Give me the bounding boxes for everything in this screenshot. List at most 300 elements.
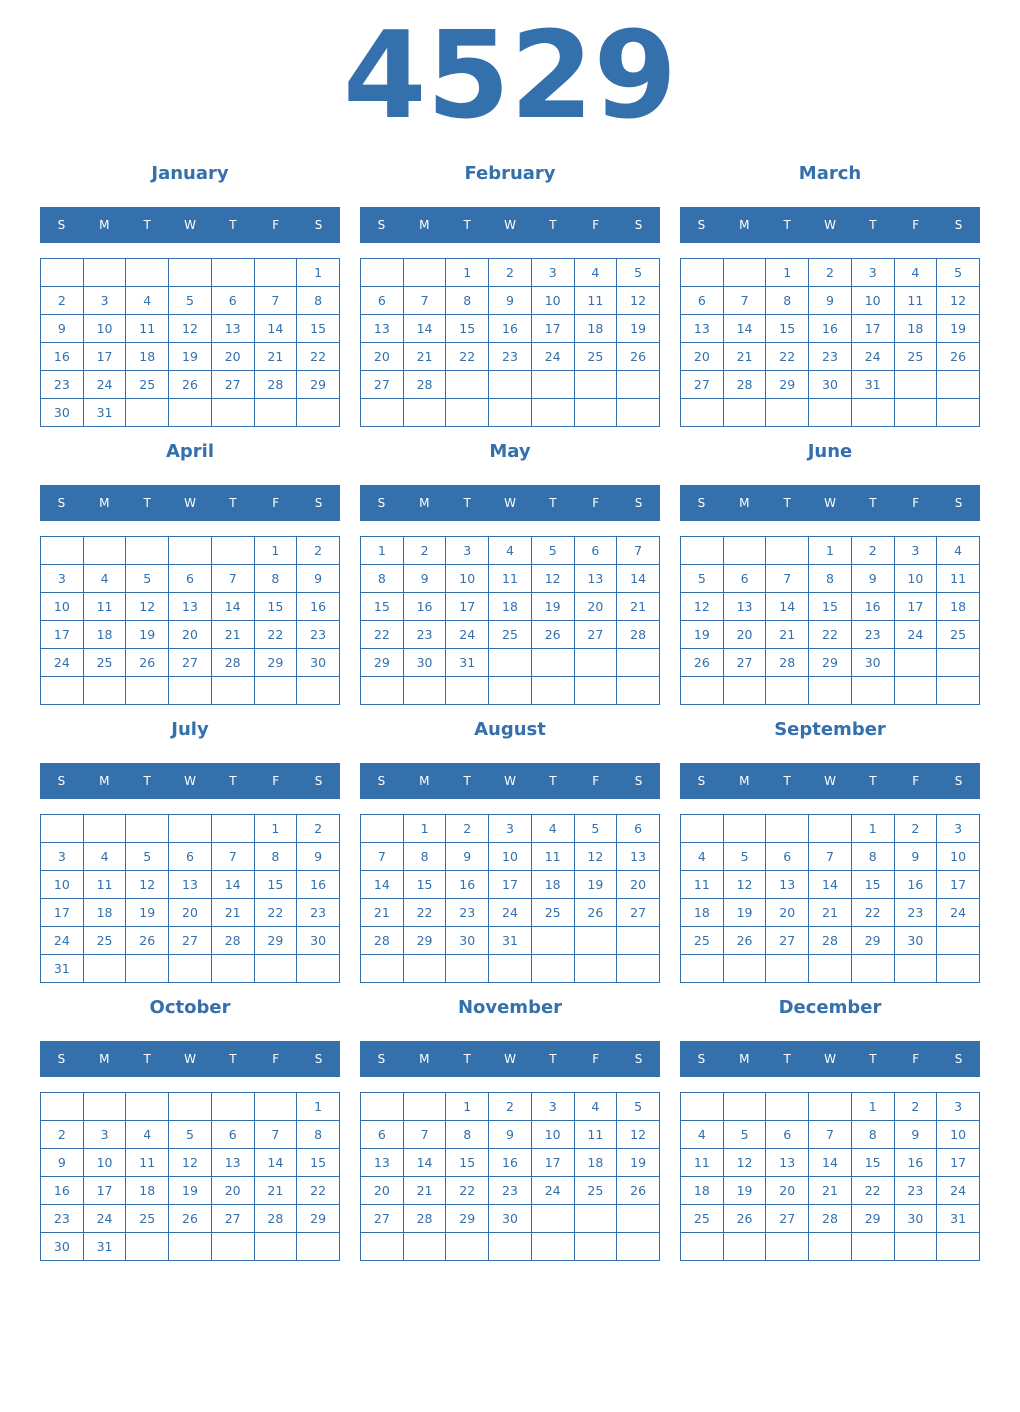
- day-cell: 13: [169, 593, 212, 621]
- day-cell: 25: [681, 1205, 724, 1233]
- day-cell: [851, 1233, 894, 1261]
- day-cell: 5: [169, 1121, 212, 1149]
- day-cell: 25: [83, 649, 126, 677]
- day-cell: [403, 1233, 446, 1261]
- weekday-label: T: [229, 774, 237, 788]
- day-cell: 17: [531, 1149, 574, 1177]
- day-cell: [361, 677, 404, 705]
- day-cell: 17: [531, 315, 574, 343]
- day-cell: [254, 955, 297, 983]
- day-cell: 20: [574, 593, 617, 621]
- day-cell: 17: [83, 1177, 126, 1205]
- day-cell: 9: [894, 1121, 937, 1149]
- day-cell: [723, 677, 766, 705]
- day-cell: [403, 1093, 446, 1121]
- weekday-label: T: [463, 496, 471, 510]
- day-cell: [446, 1233, 489, 1261]
- weekday-header: [360, 207, 660, 243]
- day-cell: 14: [766, 593, 809, 621]
- day-cell: 28: [211, 649, 254, 677]
- day-cell: [617, 955, 660, 983]
- day-cell: 11: [83, 871, 126, 899]
- weekday-label: S: [697, 774, 706, 788]
- weekday-label: T: [869, 1052, 877, 1066]
- day-grid: [40, 258, 340, 427]
- week-row: [361, 593, 660, 621]
- day-cell: 3: [531, 1093, 574, 1121]
- weekday-label: S: [314, 496, 323, 510]
- day-cell: 5: [617, 259, 660, 287]
- day-cell: [574, 927, 617, 955]
- day-cell: [531, 927, 574, 955]
- day-cell: 1: [297, 259, 340, 287]
- day-cell: 1: [297, 1093, 340, 1121]
- week-row: [41, 1093, 340, 1121]
- day-grid: [360, 258, 660, 427]
- weekday-header: [40, 763, 340, 799]
- day-cell: [41, 537, 84, 565]
- day-cell: 9: [489, 287, 532, 315]
- day-cell: [41, 677, 84, 705]
- day-cell: 24: [851, 343, 894, 371]
- day-cell: 24: [41, 649, 84, 677]
- day-cell: [531, 955, 574, 983]
- day-cell: 7: [723, 287, 766, 315]
- day-cell: 13: [574, 565, 617, 593]
- day-cell: 10: [83, 315, 126, 343]
- day-grid: [360, 814, 660, 983]
- week-row: [361, 259, 660, 287]
- day-cell: 19: [126, 621, 169, 649]
- day-cell: 21: [403, 343, 446, 371]
- week-row: [681, 1177, 980, 1205]
- day-cell: 7: [361, 843, 404, 871]
- day-cell: [211, 815, 254, 843]
- weekday-label: T: [229, 1052, 237, 1066]
- day-cell: 12: [126, 593, 169, 621]
- day-cell: [211, 537, 254, 565]
- week-row: [361, 649, 660, 677]
- day-cell: 13: [681, 315, 724, 343]
- day-cell: [297, 399, 340, 427]
- weekday-label: F: [592, 496, 600, 510]
- month-name: October: [149, 997, 231, 1018]
- day-cell: [126, 537, 169, 565]
- day-cell: 24: [41, 927, 84, 955]
- day-cell: 2: [41, 1121, 84, 1149]
- day-cell: 27: [211, 1205, 254, 1233]
- day-cell: [446, 399, 489, 427]
- day-cell: [254, 399, 297, 427]
- weekday-label: T: [783, 1052, 791, 1066]
- day-cell: [937, 649, 980, 677]
- week-row: [361, 315, 660, 343]
- day-cell: [766, 399, 809, 427]
- day-cell: [489, 371, 532, 399]
- day-cell: 2: [894, 1093, 937, 1121]
- day-cell: 23: [403, 621, 446, 649]
- day-cell: 6: [617, 815, 660, 843]
- day-cell: 29: [851, 927, 894, 955]
- day-cell: 7: [766, 565, 809, 593]
- day-cell: 13: [211, 1149, 254, 1177]
- day-cell: 20: [169, 621, 212, 649]
- day-cell: 4: [574, 259, 617, 287]
- weekday-label: S: [314, 1052, 323, 1066]
- day-cell: 15: [403, 871, 446, 899]
- day-cell: 23: [446, 899, 489, 927]
- day-cell: 21: [254, 343, 297, 371]
- week-row: [41, 649, 340, 677]
- weekday-label: S: [697, 218, 706, 232]
- day-cell: 11: [574, 1121, 617, 1149]
- day-cell: 19: [617, 315, 660, 343]
- week-row: [41, 899, 340, 927]
- day-cell: 22: [254, 621, 297, 649]
- weekday-header: [40, 485, 340, 521]
- day-cell: 11: [531, 843, 574, 871]
- day-cell: 16: [41, 1177, 84, 1205]
- week-row: [361, 1121, 660, 1149]
- day-cell: [809, 815, 852, 843]
- day-cell: 20: [681, 343, 724, 371]
- day-cell: [894, 649, 937, 677]
- day-cell: [531, 649, 574, 677]
- day-cell: 27: [617, 899, 660, 927]
- weekday-label: S: [377, 774, 386, 788]
- day-cell: 16: [809, 315, 852, 343]
- weekday-label: S: [954, 1052, 963, 1066]
- day-cell: 14: [211, 871, 254, 899]
- day-cell: 24: [937, 1177, 980, 1205]
- week-row: [681, 1093, 980, 1121]
- day-cell: [617, 1205, 660, 1233]
- day-cell: [126, 955, 169, 983]
- day-cell: [574, 649, 617, 677]
- day-cell: 27: [361, 371, 404, 399]
- day-cell: 13: [617, 843, 660, 871]
- day-cell: 22: [297, 1177, 340, 1205]
- day-cell: 9: [41, 1149, 84, 1177]
- day-cell: 8: [254, 843, 297, 871]
- weekday-header: [360, 1041, 660, 1077]
- day-cell: 19: [723, 1177, 766, 1205]
- day-cell: 19: [169, 1177, 212, 1205]
- week-row: [681, 649, 980, 677]
- day-cell: [169, 1233, 212, 1261]
- day-cell: 27: [574, 621, 617, 649]
- day-cell: 1: [254, 537, 297, 565]
- weekday-label: S: [954, 218, 963, 232]
- day-cell: 25: [681, 927, 724, 955]
- week-row: [361, 871, 660, 899]
- day-cell: 4: [126, 287, 169, 315]
- day-cell: [254, 1233, 297, 1261]
- day-cell: 26: [169, 1205, 212, 1233]
- day-cell: 8: [446, 1121, 489, 1149]
- day-cell: 30: [851, 649, 894, 677]
- day-cell: 28: [254, 1205, 297, 1233]
- weekday-label: S: [697, 1052, 706, 1066]
- day-cell: 18: [83, 621, 126, 649]
- day-cell: [894, 371, 937, 399]
- day-cell: 20: [361, 343, 404, 371]
- day-cell: [809, 1093, 852, 1121]
- weekday-label: S: [634, 496, 643, 510]
- day-cell: 9: [489, 1121, 532, 1149]
- day-cell: 31: [83, 399, 126, 427]
- day-cell: 6: [211, 287, 254, 315]
- day-cell: 13: [723, 593, 766, 621]
- week-row: [41, 315, 340, 343]
- day-cell: [894, 399, 937, 427]
- weekday-label: S: [314, 218, 323, 232]
- day-cell: [489, 649, 532, 677]
- day-cell: 12: [617, 287, 660, 315]
- day-cell: [41, 259, 84, 287]
- day-cell: 8: [297, 1121, 340, 1149]
- day-cell: [937, 677, 980, 705]
- day-cell: 29: [254, 927, 297, 955]
- day-cell: 10: [851, 287, 894, 315]
- day-cell: 23: [851, 621, 894, 649]
- month-name: June: [807, 441, 853, 462]
- day-cell: 15: [809, 593, 852, 621]
- day-cell: 31: [446, 649, 489, 677]
- day-cell: 26: [723, 927, 766, 955]
- weekday-header: [680, 1041, 980, 1077]
- week-row: [361, 343, 660, 371]
- day-cell: 29: [851, 1205, 894, 1233]
- day-cell: 23: [894, 1177, 937, 1205]
- day-cell: 7: [403, 1121, 446, 1149]
- day-cell: 30: [894, 1205, 937, 1233]
- day-cell: 26: [723, 1205, 766, 1233]
- day-cell: 6: [169, 565, 212, 593]
- day-cell: [574, 1205, 617, 1233]
- day-cell: 23: [489, 1177, 532, 1205]
- week-row: [41, 927, 340, 955]
- day-cell: [617, 649, 660, 677]
- day-cell: 11: [83, 593, 126, 621]
- day-cell: 3: [83, 1121, 126, 1149]
- day-cell: [446, 371, 489, 399]
- day-cell: 19: [126, 899, 169, 927]
- day-cell: 29: [766, 371, 809, 399]
- day-cell: 13: [211, 315, 254, 343]
- day-cell: 19: [937, 315, 980, 343]
- week-row: [681, 259, 980, 287]
- day-cell: [766, 537, 809, 565]
- week-row: [681, 677, 980, 705]
- day-cell: [574, 677, 617, 705]
- day-cell: 27: [211, 371, 254, 399]
- day-cell: 14: [723, 315, 766, 343]
- weekday-label: F: [912, 496, 920, 510]
- day-cell: [681, 259, 724, 287]
- day-cell: 29: [254, 649, 297, 677]
- day-cell: [83, 955, 126, 983]
- day-cell: 17: [446, 593, 489, 621]
- day-cell: 17: [851, 315, 894, 343]
- day-cell: 16: [851, 593, 894, 621]
- day-cell: 15: [446, 1149, 489, 1177]
- day-cell: [211, 1093, 254, 1121]
- week-row: [361, 927, 660, 955]
- day-cell: 5: [937, 259, 980, 287]
- day-cell: 8: [446, 287, 489, 315]
- day-cell: [254, 259, 297, 287]
- weekday-label: T: [783, 218, 791, 232]
- day-cell: 4: [681, 843, 724, 871]
- day-cell: [41, 815, 84, 843]
- day-cell: 10: [894, 565, 937, 593]
- day-cell: [169, 815, 212, 843]
- weekday-label: F: [592, 1052, 600, 1066]
- day-cell: 12: [531, 565, 574, 593]
- day-cell: 17: [489, 871, 532, 899]
- day-cell: 30: [403, 649, 446, 677]
- weekday-label: W: [504, 218, 516, 232]
- day-cell: 19: [681, 621, 724, 649]
- day-cell: [851, 677, 894, 705]
- day-cell: 2: [851, 537, 894, 565]
- day-cell: 29: [361, 649, 404, 677]
- day-cell: 27: [169, 927, 212, 955]
- weekday-label: M: [419, 774, 430, 788]
- week-row: [41, 815, 340, 843]
- week-row: [361, 537, 660, 565]
- day-cell: 5: [723, 1121, 766, 1149]
- weekday-label: S: [634, 1052, 643, 1066]
- day-cell: 24: [531, 1177, 574, 1205]
- day-cell: 22: [403, 899, 446, 927]
- day-cell: 30: [489, 1205, 532, 1233]
- day-cell: 4: [681, 1121, 724, 1149]
- day-cell: 13: [361, 315, 404, 343]
- weekday-header: [680, 485, 980, 521]
- day-cell: 6: [361, 287, 404, 315]
- day-cell: 12: [723, 871, 766, 899]
- day-cell: 22: [446, 1177, 489, 1205]
- day-cell: [83, 537, 126, 565]
- weekday-label: T: [869, 774, 877, 788]
- day-cell: [723, 399, 766, 427]
- day-cell: 21: [211, 899, 254, 927]
- weekday-label: T: [783, 774, 791, 788]
- day-cell: 5: [169, 287, 212, 315]
- day-cell: 5: [681, 565, 724, 593]
- day-cell: 22: [766, 343, 809, 371]
- day-cell: 30: [894, 927, 937, 955]
- week-row: [361, 815, 660, 843]
- weekday-header: [40, 1041, 340, 1077]
- day-cell: [297, 955, 340, 983]
- day-cell: 5: [723, 843, 766, 871]
- day-cell: 19: [574, 871, 617, 899]
- day-cell: 23: [41, 1205, 84, 1233]
- day-cell: [211, 399, 254, 427]
- week-row: [681, 621, 980, 649]
- day-cell: 28: [809, 927, 852, 955]
- week-row: [361, 1233, 660, 1261]
- day-cell: [297, 1233, 340, 1261]
- day-cell: 3: [83, 287, 126, 315]
- day-cell: [361, 815, 404, 843]
- day-cell: [446, 677, 489, 705]
- week-row: [361, 1149, 660, 1177]
- day-cell: 16: [297, 871, 340, 899]
- day-cell: 11: [681, 871, 724, 899]
- week-row: [681, 565, 980, 593]
- day-cell: 23: [894, 899, 937, 927]
- day-cell: 9: [41, 315, 84, 343]
- day-cell: [574, 1233, 617, 1261]
- day-cell: 26: [126, 927, 169, 955]
- weekday-label: T: [549, 1052, 557, 1066]
- week-row: [681, 537, 980, 565]
- day-cell: 30: [41, 399, 84, 427]
- day-cell: 27: [723, 649, 766, 677]
- day-cell: 1: [446, 1093, 489, 1121]
- day-grid: [680, 814, 980, 983]
- day-cell: [361, 955, 404, 983]
- day-cell: [83, 815, 126, 843]
- weekday-label: S: [377, 218, 386, 232]
- weekday-label: M: [739, 496, 750, 510]
- day-cell: 14: [211, 593, 254, 621]
- weekday-label: T: [869, 496, 877, 510]
- day-cell: 24: [937, 899, 980, 927]
- weekday-label: F: [592, 218, 600, 232]
- day-cell: 27: [681, 371, 724, 399]
- day-grid: [680, 258, 980, 427]
- weekday-label: W: [824, 218, 836, 232]
- week-row: [41, 259, 340, 287]
- day-cell: 1: [446, 259, 489, 287]
- day-cell: 31: [851, 371, 894, 399]
- day-cell: 6: [766, 843, 809, 871]
- day-cell: [126, 1233, 169, 1261]
- day-cell: 2: [403, 537, 446, 565]
- day-cell: 18: [126, 343, 169, 371]
- day-cell: 5: [574, 815, 617, 843]
- day-cell: 7: [809, 843, 852, 871]
- week-row: [361, 399, 660, 427]
- day-cell: 30: [297, 649, 340, 677]
- day-cell: 4: [83, 565, 126, 593]
- day-cell: 26: [681, 649, 724, 677]
- day-cell: [211, 1233, 254, 1261]
- weekday-label: S: [634, 774, 643, 788]
- week-row: [681, 927, 980, 955]
- day-cell: 1: [403, 815, 446, 843]
- weekday-label: T: [549, 774, 557, 788]
- day-cell: [937, 927, 980, 955]
- month-name: March: [798, 163, 862, 184]
- day-cell: 15: [297, 315, 340, 343]
- day-cell: [446, 955, 489, 983]
- weekday-label: S: [954, 774, 963, 788]
- day-cell: [126, 677, 169, 705]
- week-row: [41, 593, 340, 621]
- day-cell: 10: [937, 1121, 980, 1149]
- day-cell: 2: [41, 287, 84, 315]
- day-cell: [617, 677, 660, 705]
- day-cell: 11: [126, 1149, 169, 1177]
- day-cell: 22: [297, 343, 340, 371]
- day-cell: 26: [169, 371, 212, 399]
